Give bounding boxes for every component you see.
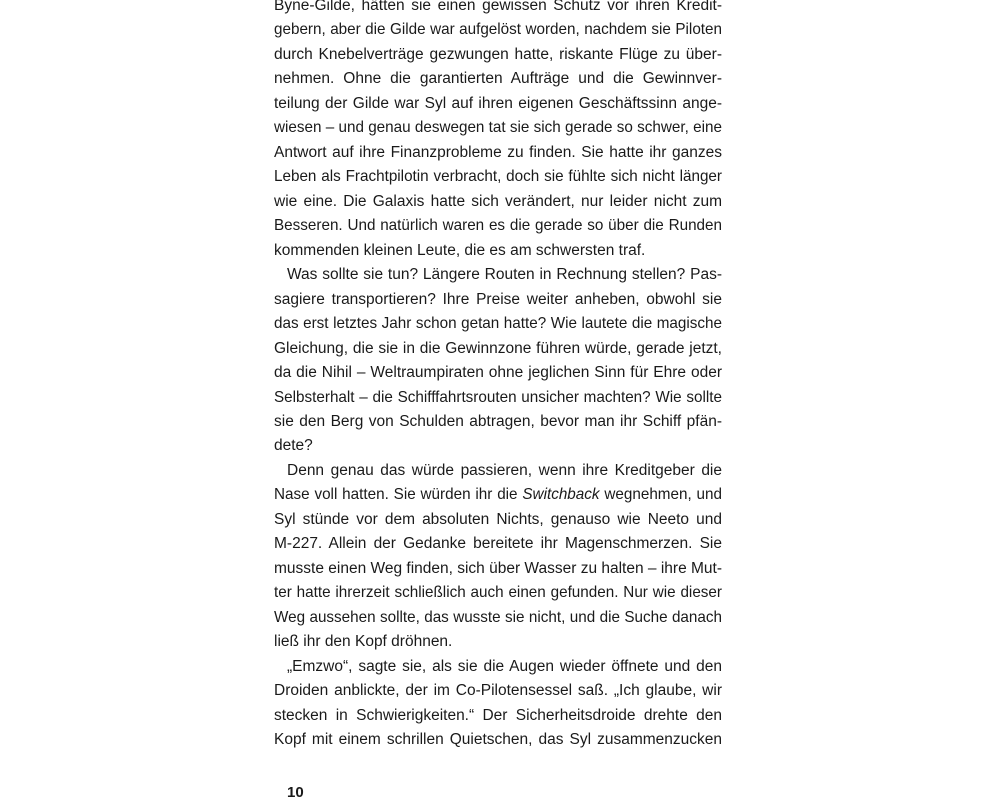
text-line (274, 483, 722, 507)
text-segment: wegnehmen, und (599, 486, 722, 504)
text-line: ließ ihr den Kopf dröhnen. (274, 633, 453, 651)
ship-name-italic: Switchback (522, 486, 600, 504)
text-line: Leben als Frachtpilotin verbracht, doch sie fühlte sich nicht länger (274, 168, 722, 186)
text-line: M-227. Allein der Gedanke bereitete ihr Magenschmerzen. Sie (274, 535, 722, 553)
text-line: Syl stünde vor dem absoluten Nichts, genauso wie Neeto und (274, 510, 722, 528)
text-segment: Nase voll hatten. Sie würden ihr die (274, 486, 523, 504)
text-line: Byne-Gilde, hätten sie einen gewissen Schutz vor ihren Kredit- (274, 0, 722, 14)
text-line: Besseren. Und natürlich waren es die gerade so über die Runden (274, 217, 722, 235)
text-line: Droiden anblickte, der im Co-Pilotensessel saß. „Ich glaube, wir (274, 682, 722, 700)
text-line: Denn genau das würde passieren, wenn ihre Kreditgeber die (287, 461, 722, 479)
text-line: das erst letztes Jahr schon getan hatte? Wie lautete die magische (274, 315, 722, 333)
text-line: Antwort auf ihre Finanzprobleme zu finden. Sie hatte ihr ganzes (274, 143, 722, 161)
body-text (274, 0, 722, 753)
text-line: durch Knebelverträge gezwungen hatte, riskante Flüge zu über- (274, 45, 722, 63)
page-number: 10 (287, 784, 304, 801)
text-line: Kopf mit einem schrillen Quietschen, das Syl zusammenzucken (274, 731, 722, 749)
text-line: wie eine. Die Galaxis hatte sich verändert, nur leider nicht zum (274, 192, 722, 210)
text-line: dete? (274, 437, 313, 455)
text-line: sagiere transportieren? Ihre Preise weiter anheben, obwohl sie (274, 290, 722, 308)
text-line: nehmen. Ohne die garantierten Aufträge und die Gewinnver- (274, 70, 722, 88)
text-line: Gleichung, die sie in die Gewinnzone führen würde, gerade jetzt, (274, 339, 722, 357)
text-line: Selbsterhalt – die Schifffahrtsrouten unsicher machten? Wie sollte (274, 388, 722, 406)
text-line: „Emzwo“, sagte sie, als sie die Augen wieder öffnete und den (287, 657, 722, 675)
text-line: wiesen – und genau deswegen tat sie sich gerade so schwer, eine (274, 119, 722, 137)
text-line: stecken in Schwierigkeiten.“ Der Sicherheitsdroide drehte den (274, 706, 722, 724)
text-line: kommenden kleinen Leute, die es am schwersten traf. (274, 241, 646, 259)
text-line: teilung der Gilde war Syl auf ihren eigenen Geschäftssinn ange- (274, 94, 722, 112)
text-line: Weg aussehen sollte, das wusste sie nicht, und die Suche danach (274, 608, 722, 626)
text-line: ter hatte ihrerzeit schließlich auch einen gefunden. Nur wie dieser (274, 584, 722, 602)
text-line: da die Nihil – Weltraumpiraten ohne jeglichen Sinn für Ehre oder (274, 364, 722, 382)
text-line: gebern, aber die Gilde war aufgelöst worden, nachdem sie Piloten (274, 21, 722, 39)
text-line: sie den Berg von Schulden abtragen, bevor man ihr Schiff pfän- (274, 412, 722, 430)
text-line: musste einen Weg finden, sich über Wasser zu halten – ihre Mut- (274, 559, 722, 577)
text-line: Was sollte sie tun? Längere Routen in Rechnung stellen? Pas- (287, 266, 722, 284)
